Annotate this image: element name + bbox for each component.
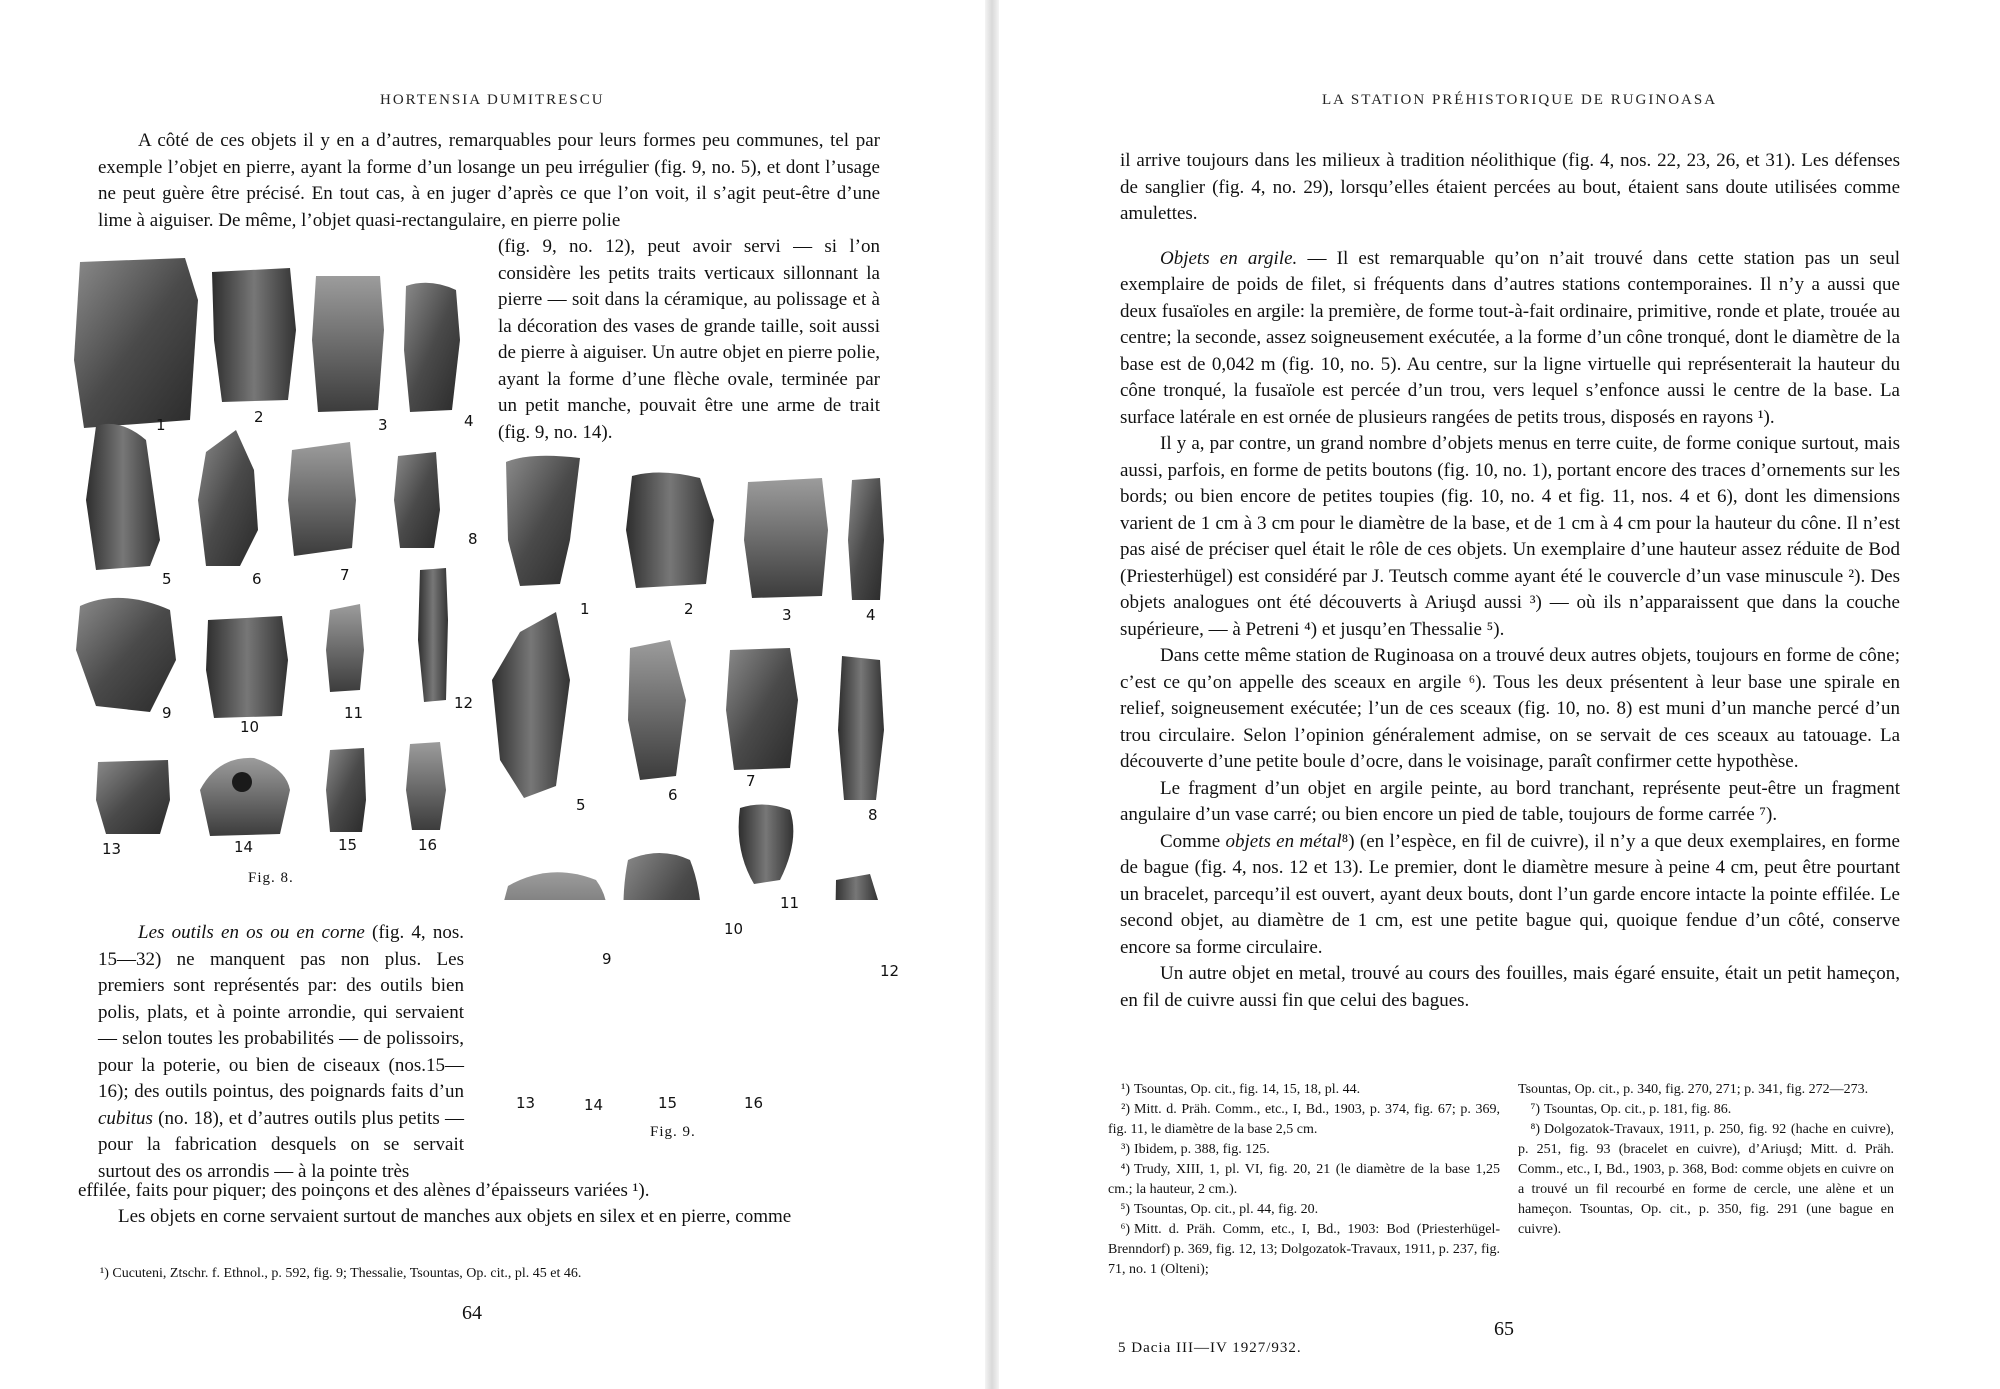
page-number-right: 65 (1494, 1318, 1514, 1340)
fig9-label: 2 (684, 600, 694, 618)
fig8-label: 14 (234, 838, 254, 856)
tool-fig9-10 (623, 853, 701, 900)
tool-fig8-7 (288, 442, 356, 556)
tool-fig9-4 (848, 478, 884, 600)
clay-paragraph: Objets en argile. — Il est remarquable qu’on n’ait trouvé dans cette station pas un seul exemplaire de poids de filet, si fréquents dans d’autres stations contemporaines. Il n’y a aussi que deux fusaïoles en argile: la première, de forme tout-à-fait ordinaire, primitive, ronde et plate, trouée au centre; la seconde, assez soigneusement exécutée, a la forme d’un cône tronqué, dont le diamètre de la base est de 0,042 m (fig. 10, no. 5). Au centre, sur la ligne virtuelle qui représenterait la hauteur du cône tronqué, la fusaïole est percée d’un trou, vers lequel s’enfonce aussi le centre de la base. La surface latérale en est ornée de plusieurs rangées de petits trous, disposés en rayons ¹). (1120, 247, 1901, 428)
tool-fig9-9 (500, 872, 607, 900)
fig9-label: 16 (744, 1094, 764, 1112)
tool-fig8-16 (406, 742, 446, 830)
tool-fig8-14 (200, 758, 290, 836)
fig8-caption: Fig. 8. (248, 870, 294, 886)
fig8-label: 16 (418, 836, 438, 854)
tool-fig9-7 (726, 648, 798, 770)
fig8-label: 5 (162, 570, 172, 588)
tool-fig8-10 (206, 616, 288, 718)
left-page (0, 0, 990, 1389)
tool-fig9-5 (492, 612, 570, 798)
fig8-label: 7 (340, 566, 350, 584)
seal-paragraph: Dans cette même station de Ruginoasa on a trouvé deux autres objets, toujours en forme de cône; c’est ce qu’on appelle des sceaux en argile ⁶). Tous les deux présentent à leur base une spirale en relief, soigneusement exécutée; l’un de ces sceaux (fig. 10, no. 8) est muni d’un manche percé d’un trou circulaire. Selon l’opinion généralement admise, on se servait de ces sceaux au tatouage. La découverte d’une petite boule d’ocre, dans le voisinage, paraît confirmer cette hypothèse. (1120, 645, 1900, 772)
fig9-label: 11 (780, 894, 800, 912)
tool-fig8-8 (394, 452, 440, 548)
fig9-label: 4 (866, 606, 876, 624)
right-body (1120, 148, 1900, 1014)
fig9-label: 12 (880, 962, 900, 980)
left-footnote: ¹) Cucuteni, Ztschr. f. Ethnol., p. 592, fig. 9; Thessalie, Tsountas, Op. cit., pl. 45 et 46. (100, 1266, 582, 1281)
fig8-label: 11 (344, 704, 364, 722)
tool-fig8-2 (212, 268, 296, 402)
fig8-label: 8 (468, 530, 478, 548)
fig9-label: 7 (746, 772, 756, 790)
fig9-label: 9 (602, 950, 612, 968)
fig8-label: 4 (464, 412, 474, 430)
tool-fig9-6 (628, 640, 686, 780)
right-footnotes-col1: ¹) Tsountas, Op. cit., fig. 14, 15, 18, pl. 44. ²) Mitt. d. Präh. Comm., etc., I, Bd., 1903, p. 374, fig. 67; p. 369, fig. 11, le diamètre de la base 2,5 cm. ³) Ibidem, p. 388, fig. 125. ⁴) Trudy, XIII, 1, pl. VI, fig. 20, 21 (le diamètre de la base 1,25 cm.; la hauteur, 2 cm.). ⁵) Tsountas, Op. cit., pl. 44, fig. 20. ⁶) Mitt. d. Präh. Comm, etc., I, Bd., 1903: Bod (Priesterhügel-Brenndorf) p. 369, fig. 12, 13; Dolgozatok-Travaux, 1911, p. 237, fig. 71, no. 1 (Olteni); (1108, 1082, 1500, 1277)
fig9-label: 10 (724, 920, 744, 938)
tool-fig8-4 (404, 283, 460, 412)
clay-heading: Objets en argile. (1160, 247, 1298, 269)
tool-fig8-6 (198, 430, 258, 566)
fishhook-paragraph: Un autre objet en metal, trouvé au cours des fouilles, mais égaré ensuite, était un petit hameçon, en fil de cuivre aussi fin que celui des bagues. (1120, 963, 1900, 1011)
side-paragraph: (fig. 9, no. 12), peut avoir servi — si l’on considère les petits traits verticaux sillonnant la pierre — soit dans la céramique, au polissage et à la décoration des vases de grande taille, soit aussi de pierre à aiguiser. Un autre objet en pierre polie, ayant la forme d’une flèche ovale, terminée par un petit manche, pouvait être une arme de trait (fig. 9, no. 14). (498, 236, 880, 443)
fig8-label: 13 (102, 840, 122, 858)
fig9-caption: Fig. 9. (650, 1124, 696, 1140)
cone-paragraph: Il y a, par contre, un grand nombre d’objets menus en terre cuite, de forme conique surtout, mais aussi, parfois, en forme de petits boutons (fig. 10, no. 1), portant encore des traces d’ornements sur les bords; ou bien encore de petites toupies (fig. 10, no. 4 et fig. 11, nos. 4 et 6), dont les dimensions varient de 1 cm à 3 cm pour le diamètre de la base, et de 1 cm à 4 cm pour la hauteur du cône. Il n’est pas aisé de préciser quel était le rôle de ces objets. Un exemplaire d’une hauteur assez réduite de Bod (Priesterhügel) est considéré par J. Teutsch comme ayant été le couvercle d’un vase minuscule ²). Des objets analogues ont été découverts à Ariuşd aussi ³) — où ils n’apparaissent que dans la couche supérieure, — à Petreni ⁴) et jusqu’en Thessalie ⁵). (1120, 433, 1900, 640)
bone-heading: Les outils en os ou en corne (138, 922, 365, 943)
page-number-left: 64 (462, 1302, 482, 1324)
fig9-label: 3 (782, 606, 792, 624)
tool-fig8-1 (74, 258, 198, 428)
tool-fig8-15 (326, 748, 366, 832)
tool-fig9-1 (506, 456, 580, 586)
fig9-label: 1 (580, 600, 590, 618)
bone-paragraph-end: effilée, faits pour piquer; des poinçons et des alènes d’épaisseurs variées ¹). (78, 1180, 650, 1201)
metal-heading: objets en métal (1225, 830, 1342, 852)
running-head-right: LA STATION PRÉHISTORIQUE DE RUGINOASA (1322, 92, 1718, 108)
fig9-label: 15 (658, 1094, 678, 1112)
printer-signature: 5 Dacia III—IV 1927/932. (1118, 1340, 1302, 1356)
tool-fig8-12 (418, 568, 448, 702)
fig9-label: 8 (868, 806, 878, 824)
tool-fig9-12 (834, 874, 878, 900)
tool-fig9-11 (739, 804, 794, 884)
figure-8-image (0, 0, 990, 900)
fig8-label: 12 (454, 694, 474, 712)
painted-paragraph: Le fragment d’un objet en argile peinte, au bord tranchant, représente peut-être un fragment angulaire d’un vase carré; ou bien encore un pied de table, toujours de forme carrée ⁷). (1120, 777, 1900, 825)
right-footnotes-col2: Tsountas, Op. cit., p. 340, fig. 270, 271; p. 341, fig. 272—273. ⁷) Tsountas, Op. cit., p. 181, fig. 86. ⁸) Dolgozatok-Travaux, 1911, p. 250, fig. 92 (hache en cuivre), p. 251, fig. 93 (bracelet en cuivre), d’Ariuşd; Mitt. d. Präh. Comm., etc., I, Bd., 1903, p. 368, Bod: comme objets en cuivre on a trouvé un fil recourbé en forme de cercle, une alène et un hameçon. Tsountas, Op. cit., p. 350, fig. 291 (une bague en cuivre). (1518, 1082, 1894, 1237)
fig9-label: 5 (576, 796, 586, 814)
fig8-label: 9 (162, 704, 172, 722)
bone-tools-paragraph: Les outils en os ou en corne (fig. 4, nos. 15—32) ne manquent pas non plus. Les premiers sont représentés par: des outils bien polis, plats, et à pointe arrondie, qui servaient — selon toutes les probabilités — de polissoirs, pour la poterie, ou bien de ciseaux (nos.15—16); des outils pointus, des poignards faits d’un cubitus (no. 18), et d’autres outils plus petits — pour la fabrication desquels on se servait surtout des os arrondis — à la pointe très (98, 922, 465, 1182)
tool-fig8-13 (96, 760, 170, 834)
fig9-label: 14 (584, 1096, 604, 1114)
running-head-left: HORTENSIA DUMITRESCU (380, 92, 605, 108)
fig8-label: 1 (156, 416, 166, 434)
tool-fig8-3 (312, 276, 384, 412)
right-page (990, 0, 2000, 1389)
fig8-label: 2 (254, 408, 264, 426)
metal-paragraph: Comme objets en métal⁸) (en l’espèce, en fil de cuivre), il n’y a que deux exemplaires, en forme de bague (fig. 4, nos. 12 et 13). Le premier, dont le diamètre mesure à peine 4 cm, peut être pourtant un bracelet, parcequ’il est ouvert, ayant deux bouts, dont l’un garde encore intacte la pointe effilée. Le second objet, au diamètre de 1 cm, est une petite bague qui, quoique fendue d’un côté, conserve encore sa forme circulaire. (1120, 830, 1900, 958)
fig9-label: 6 (668, 786, 678, 804)
fig8-label: 6 (252, 570, 262, 588)
tool-fig8-11 (326, 604, 364, 692)
fig9-label: 13 (516, 1094, 536, 1112)
tool-fig8-5 (86, 424, 160, 570)
fig8-label: 3 (378, 416, 388, 434)
intro-paragraph: A côté de ces objets il y en a d’autres, remarquables pour leurs formes peu communes, tel par exemple l’objet en pierre, ayant la forme d’un losange un peu irrégulier (fig. 9, no. 5), et dont l’usage ne peut guère être précisé. En tout cas, à en juger d’après ce que l’on voit, il s’agit peut-être d’une lime à aiguiser. De même, l’objet quasi-rectangulaire, en pierre polie (98, 130, 880, 231)
tool-fig9-2 (626, 472, 714, 588)
fig8-label: 10 (240, 718, 260, 736)
horn-paragraph: Les objets en corne servaient surtout de manches aux objets en silex et en pierre, comme (118, 1206, 792, 1227)
paragraph-continued: il arrive toujours dans les milieux à tradition néolithique (fig. 4, nos. 22, 23, 26, et 31). Les défenses de sanglier (fig. 4, no. 29), lorsqu’elles étaient percées au bout, étaient sans doute utilisées comme amulettes. (1120, 150, 1900, 224)
tool-fig9-8 (838, 656, 884, 800)
tool-fig9-3 (744, 478, 828, 598)
tool-fig8-9 (76, 598, 176, 712)
fig8-label: 15 (338, 836, 358, 854)
